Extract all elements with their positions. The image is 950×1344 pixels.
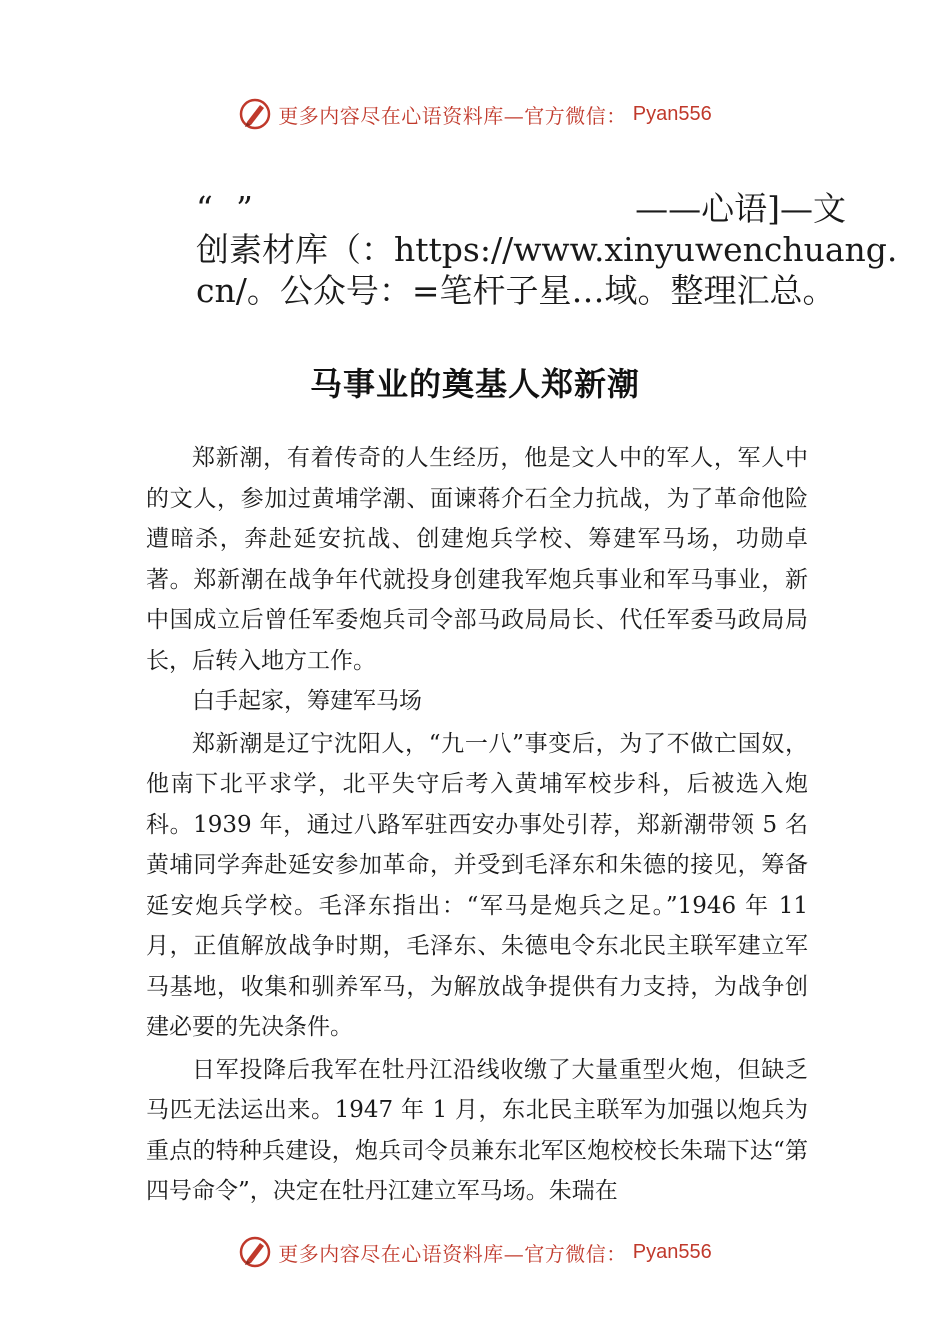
watermark-text: 更多内容尽在心语资料库—官方微信： (278, 103, 627, 128)
section-heading: 白手起家，筹建军马场 (192, 688, 422, 714)
paragraph-founding: 日军投降后我军在牡丹江沿线收缴了大量重型火炮，但缺乏马匹无法运出来。1947 年 1 月，东北民主联军为加强以炮兵为重点的特种兵建设，炮兵司令员兼东北军区炮校校长朱瑞下达“第四号命令”，决定在牡丹江建立军马场。朱瑞在 (146, 1056, 808, 1204)
pen-logo-icon (238, 1235, 272, 1269)
watermark-handle: Pyan556 (632, 1240, 712, 1263)
intro-block (196, 188, 898, 311)
intro-line-1-tail: ——心语]—文 (635, 189, 846, 228)
article-body (146, 438, 808, 1212)
watermark-header (0, 94, 950, 134)
watermark-handle: Pyan556 (632, 102, 712, 125)
paragraph-background: 郑新潮是辽宁沈阳人，“九一八”事变后，为了不做亡国奴，他南下北平求学，北平失守后考入黄埔军校步科，后被选入炮科。1939 年，通过八路军驻西安办事处引荐，郑新潮带领 5 名黄埔同学奔赴延安参加革命，并受到毛泽东和朱德的接见，筹备延安炮兵学校。毛泽东指出：“军马是炮兵之足。”1946 年 11 月，正值解放战争时期，毛泽东、朱德电令东北民主联军建立军马基地，收集和驯养军马，为解放战争提供有力支持，为战争创建必要的先决条件。 (146, 730, 808, 1040)
intro-line-1 (196, 188, 846, 229)
watermark-footer (0, 1232, 950, 1272)
article-title: 马事业的奠基人郑新潮 (309, 365, 640, 404)
watermark-text: 更多内容尽在心语资料库—官方微信： (278, 1241, 627, 1266)
paragraph-intro: 郑新潮，有着传奇的人生经历，他是文人中的军人，军人中的文人，参加过黄埔学潮、面谏蒋介石全力抗战，为了革命他险遭暗杀，奔赴延安抗战、创建炮兵学校、筹建军马场，功勋卓著。郑新潮在战争年代就投身创建我军炮兵事业和军马事业，新中国成立后曾任军委炮兵司令部马政局局长、代任军委马政局局长，后转入地方工作。 (146, 445, 808, 674)
intro-quote-open: “ (196, 189, 213, 228)
intro-quote-close: ” (236, 189, 253, 228)
intro-line-3: cn/。公众号：=笔杆子星…域。整理汇总。 (196, 271, 836, 310)
intro-line-2: 创素材库（：https://www.xinyuwenchuang. (196, 230, 898, 269)
pen-logo-icon (238, 97, 272, 131)
